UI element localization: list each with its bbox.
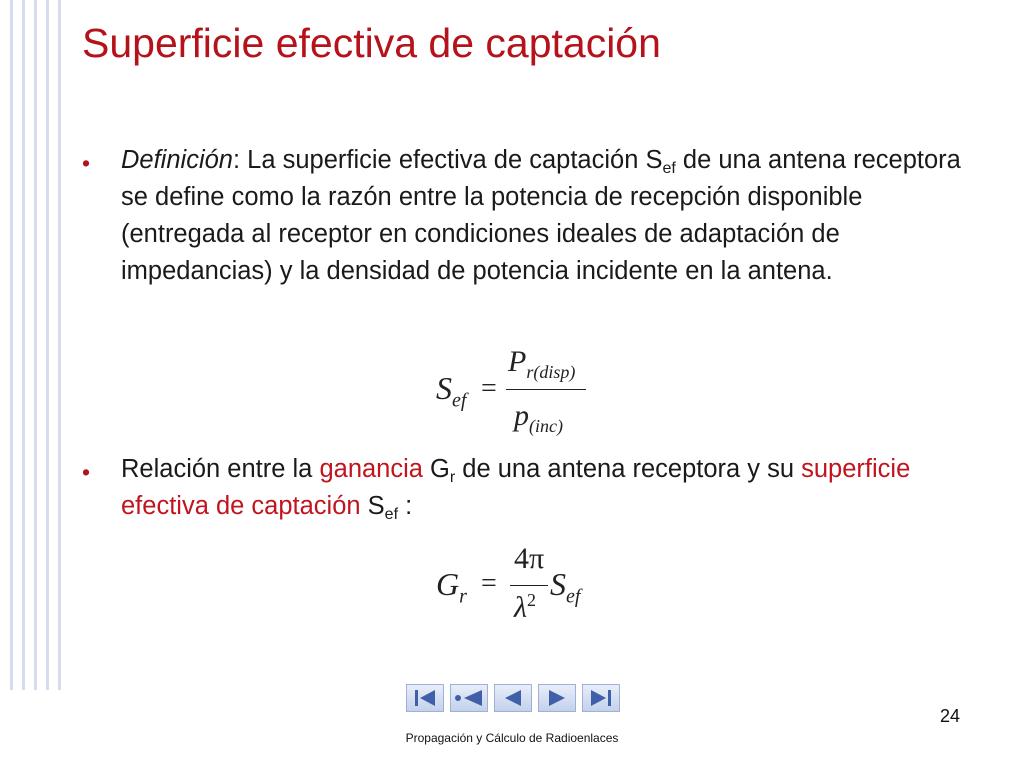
formula2-denominator: $\lambda^2$ xyxy=(514,590,536,624)
previous-slide-button[interactable] xyxy=(494,684,532,712)
definition-term: Definición xyxy=(121,146,233,174)
definition-text-b: de una antena receptora se define como la razón entre la potencia de recepción disponible (entregada al receptor en condiciones ideales de adaptación de impedancias) y la densidad de potencia incidente en la antena. xyxy=(121,146,961,285)
definition-text-a: : La superficie efectiva de captación S xyxy=(232,146,663,174)
ganancia-term: ganancia xyxy=(319,455,423,483)
formula-gain xyxy=(436,540,606,630)
footer-text: Propagación y Cálculo de Radioenlaces xyxy=(405,731,619,745)
bullet-marker: • xyxy=(82,150,91,176)
previous-icon xyxy=(501,688,525,708)
formula2-lhs: $G_r$ xyxy=(436,566,467,608)
decorative-left-lines xyxy=(0,0,70,768)
last-slide-button[interactable] xyxy=(582,684,620,712)
slide-title: Superficie efectiva de captación xyxy=(82,20,661,66)
page-number: 24 xyxy=(940,706,961,726)
first-icon xyxy=(413,688,437,708)
last-icon xyxy=(589,688,613,708)
definition-sub-ef: ef xyxy=(662,160,676,177)
formula2-numerator: 4π xyxy=(514,542,545,575)
formula2-equals: = xyxy=(481,568,497,599)
formula1-lhs: $S_{ef}$ xyxy=(436,370,467,412)
slide-navigation xyxy=(406,684,620,712)
back-icon xyxy=(454,688,484,708)
superficie-term: superficie efectiva de captación xyxy=(121,455,911,520)
previous-section-button[interactable] xyxy=(450,684,488,712)
formula1-denominator: $p_{(inc)}$ xyxy=(514,399,563,436)
formula2-fraction-bar xyxy=(510,585,548,586)
formula2-rhs: $S_{ef}$ xyxy=(550,566,581,608)
formula1-numerator: $P_{r(disp)}$ xyxy=(508,345,576,382)
definition-paragraph xyxy=(121,142,971,290)
bullet-marker: • xyxy=(82,459,91,485)
relation-paragraph: Relación entre la ganancia $G_r$ de una antena receptora y su superficie efectiva de captación $S_{ef}$ : xyxy=(121,455,911,523)
formula1-fraction-bar xyxy=(506,389,586,390)
first-slide-button[interactable] xyxy=(406,684,444,712)
next-slide-button[interactable] xyxy=(538,684,576,712)
formula-sef xyxy=(436,345,596,440)
next-icon xyxy=(545,688,569,708)
formula1-equals: = xyxy=(481,373,497,404)
